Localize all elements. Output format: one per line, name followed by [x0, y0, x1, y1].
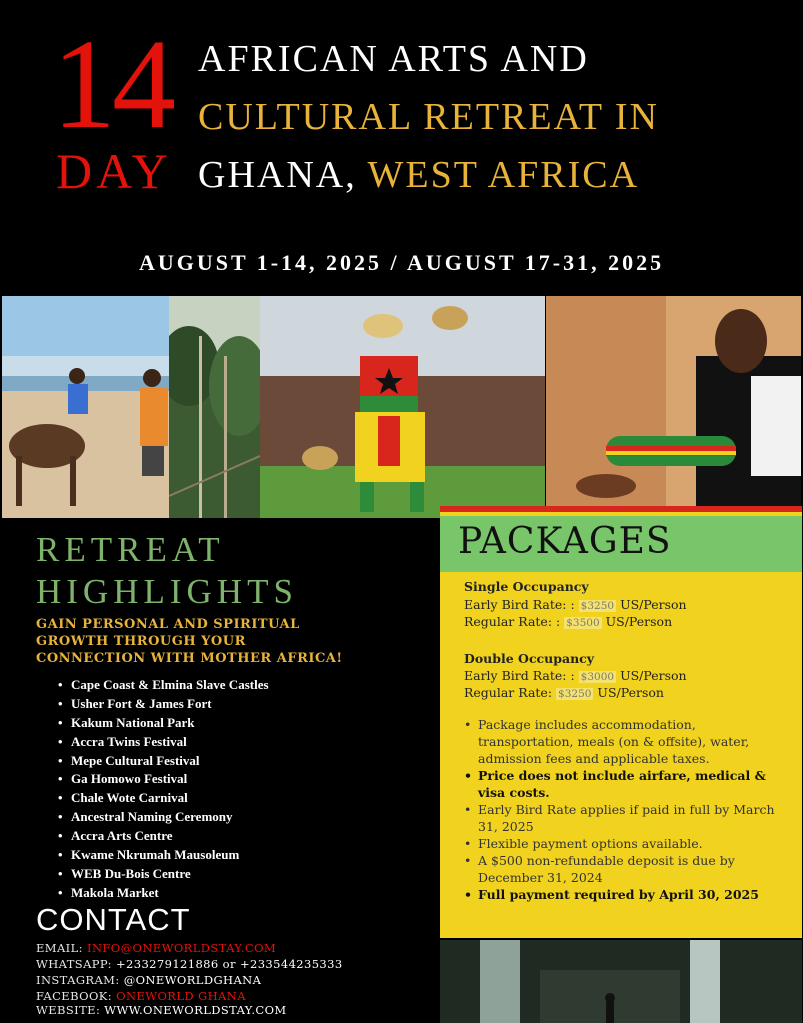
- single-occupancy-heading: Single Occupancy: [464, 579, 589, 594]
- waterfall-photo: [440, 940, 802, 1023]
- list-item: • Usher Fort & James Fort: [58, 695, 269, 714]
- packages-panel: [440, 572, 802, 938]
- list-item: • Ga Homowo Festival: [58, 770, 269, 789]
- list-item: • Full payment required by April 30, 2025: [464, 886, 794, 903]
- contact-facebook: FACEBOOK: ONEWORLD GHANA: [36, 989, 246, 1003]
- facebook-link[interactable]: ONEWORLD GHANA: [116, 989, 246, 1003]
- double-occupancy-heading: Double Occupancy: [464, 651, 595, 666]
- contact-title: CONTACT: [36, 902, 191, 937]
- list-item: • WEB Du-Bois Centre: [58, 865, 269, 884]
- list-item: • Accra Twins Festival: [58, 733, 269, 752]
- contact-whatsapp: WHATSAPP: +233279121886 or +233544235333: [36, 957, 343, 971]
- double-regular-rate: Regular Rate: $3250 US/Person: [464, 685, 664, 700]
- list-item: • Early Bird Rate applies if paid in full by March 31, 2025: [464, 801, 794, 835]
- package-notes: [464, 716, 794, 903]
- highlights-subtitle: GAIN PERSONAL AND SPIRITUAL GROWTH THROUGH YOUR CONNECTION WITH MOTHER AFRICA!: [36, 617, 343, 666]
- day-count-number: 14: [52, 13, 172, 155]
- list-item: • Ancestral Naming Ceremony: [58, 808, 269, 827]
- list-item: • Mepe Cultural Festival: [58, 752, 269, 771]
- title-line-1: AFRICAN ARTS AND: [198, 38, 589, 80]
- single-early-price: $3250: [580, 600, 615, 612]
- list-item: • Accra Arts Centre: [58, 827, 269, 846]
- list-item: • Cape Coast & Elmina Slave Castles: [58, 676, 269, 695]
- forest-canopy-photo: [169, 296, 260, 518]
- list-item: • Chale Wote Carnival: [58, 789, 269, 808]
- list-item: • Flexible payment options available.: [464, 835, 794, 852]
- contact-email: EMAIL: INFO@ONEWORLDSTAY.COM: [36, 941, 277, 955]
- title-line-3-region: WEST AFRICA: [367, 154, 640, 196]
- list-item: • Price does not include airfare, medical & visa costs.: [464, 767, 794, 801]
- title-line-2: CULTURAL RETREAT IN: [198, 96, 659, 138]
- list-item: • Makola Market: [58, 884, 269, 903]
- festival-dancer-photo: [260, 296, 545, 518]
- title-line-3: [198, 156, 639, 194]
- email-link[interactable]: INFO@ONEWORLDSTAY.COM: [87, 941, 277, 955]
- list-item: • Kakum National Park: [58, 714, 269, 733]
- list-item: • Kwame Nkrumah Mausoleum: [58, 846, 269, 865]
- list-item: • Package includes accommodation, transportation, meals (on & offsite), water, admission fees and applicable taxes.: [464, 716, 794, 767]
- single-regular-price: $3500: [566, 617, 600, 629]
- highlights-title-1: RETREAT: [36, 530, 225, 569]
- packages-title: PACKAGES: [440, 516, 802, 572]
- beach-horse-photo: [2, 296, 169, 518]
- contact-instagram: INSTAGRAM: @ONEWORLDGHANA: [36, 973, 262, 987]
- single-early-rate: Early Bird Rate: : $3250 US/Person: [464, 597, 687, 612]
- highlights-list: [58, 676, 269, 903]
- double-early-rate: Early Bird Rate: : $3000 US/Person: [464, 668, 687, 683]
- double-regular-price: $3250: [558, 688, 592, 700]
- beaded-bracelets-photo: [546, 296, 801, 518]
- whatsapp-numbers[interactable]: +233279121886 or +233544235333: [115, 957, 343, 971]
- retreat-dates: AUGUST 1-14, 2025 / AUGUST 17-31, 2025: [138, 250, 665, 275]
- day-label: DAY: [56, 143, 172, 199]
- contact-website: WEBSITE: WWW.ONEWORLDSTAY.COM: [36, 1003, 287, 1017]
- single-regular-rate: Regular Rate: : $3500 US/Person: [464, 614, 673, 629]
- highlights-title-2: HIGHLIGHTS: [36, 572, 298, 611]
- double-early-price: $3000: [580, 671, 615, 683]
- title-line-3-country: GHANA,: [198, 154, 368, 196]
- instagram-handle[interactable]: @ONEWORLDGHANA: [123, 973, 262, 987]
- list-item: • A $500 non-refundable deposit is due by December 31, 2024: [464, 852, 794, 886]
- website-link[interactable]: WWW.ONEWORLDSTAY.COM: [104, 1003, 287, 1017]
